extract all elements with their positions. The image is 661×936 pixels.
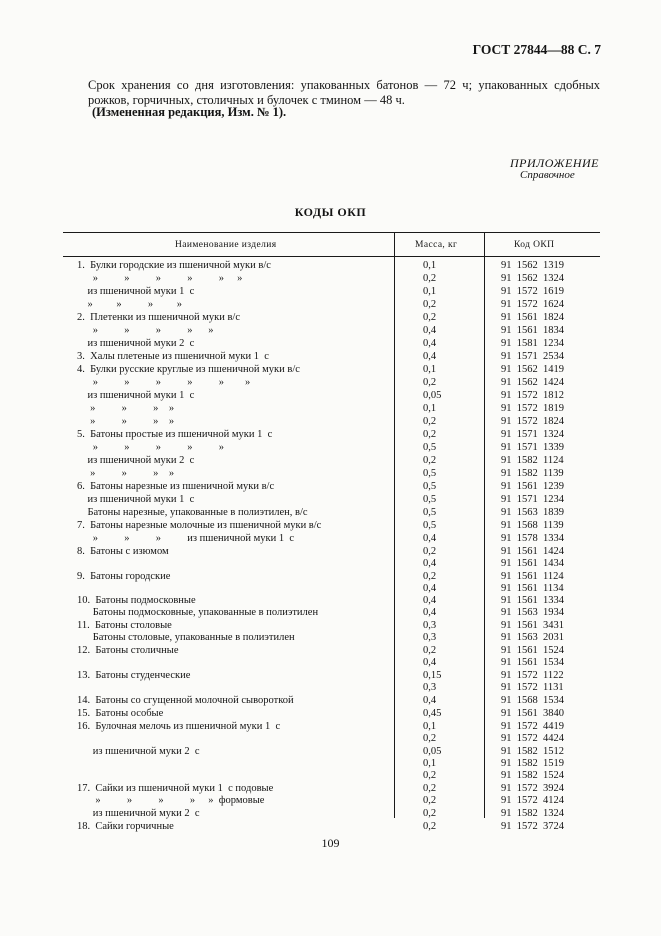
mass-cell: 0,3 — [423, 632, 437, 643]
product-name-cell: из пшеничной муки 2 с — [77, 808, 200, 819]
table-row — [63, 298, 600, 311]
table-row — [63, 493, 600, 506]
okp-code-cell: 91 1561 1534 — [501, 657, 564, 668]
product-name-cell: Батоны столовые, упакованные в полиэтилен — [77, 632, 295, 643]
okp-code-cell: 91 1571 1324 — [501, 429, 564, 440]
mass-cell: 0,4 — [423, 657, 437, 668]
mass-cell: 0,3 — [423, 620, 437, 631]
okp-code-cell: 91 1582 1512 — [501, 746, 564, 757]
okp-code-cell: 91 1568 1534 — [501, 695, 564, 706]
mass-cell: 0,2 — [423, 770, 437, 781]
mass-cell: 0,2 — [423, 808, 437, 819]
table-row — [63, 769, 600, 782]
okp-code-cell: 91 1561 1134 — [501, 583, 564, 594]
okp-code-cell: 91 1572 1619 — [501, 286, 564, 297]
mass-cell: 0,4 — [423, 607, 437, 618]
mass-cell: 0,5 — [423, 468, 437, 479]
product-name-cell: Батоны подмосковные, упакованные в полиэтилен — [77, 607, 319, 618]
mass-cell: 0,2 — [423, 312, 437, 323]
table-row — [63, 506, 600, 519]
table-top-border — [63, 232, 600, 233]
product-name-cell: из пшеничной муки 2 с — [77, 338, 195, 349]
table-row — [63, 272, 600, 285]
product-name-cell: из пшеничной муки 1 с — [77, 494, 195, 505]
document-header: ГОСТ 27844—88 С. 7 — [472, 42, 601, 57]
okp-codes-table — [63, 232, 600, 832]
mass-cell: 0,1 — [423, 260, 437, 271]
okp-code-cell: 91 1581 1234 — [501, 338, 564, 349]
mass-cell: 0,2 — [423, 377, 437, 388]
okp-code-cell: 91 1578 1334 — [501, 533, 564, 544]
table-row — [63, 794, 600, 807]
mass-cell: 0,45 — [423, 708, 442, 719]
product-name-cell: 1. Булки городские из пшеничной муки в/с — [77, 260, 271, 271]
table-row — [63, 259, 600, 272]
storage-paragraph: Срок хранения со дня изготовления: упакованных батонов — 72 ч; упакованных сдобных рожков, горчичных, столичных и булочек с тмином — 48 ч. — [88, 78, 600, 107]
table-row — [63, 376, 600, 389]
product-name-cell: 2. Плетенки из пшеничной муки в/с — [77, 312, 240, 323]
product-name-cell: из пшеничной муки 2 с — [77, 455, 195, 466]
mass-cell: 0,15 — [423, 670, 442, 681]
table-row — [63, 656, 600, 669]
okp-code-cell: 91 1572 1812 — [501, 390, 564, 401]
product-name-cell: из пшеничной муки 1 с — [77, 390, 195, 401]
product-name-cell: » » » » — [77, 299, 182, 310]
mass-cell: 0,2 — [423, 273, 437, 284]
okp-code-cell: 91 1572 4124 — [501, 795, 564, 806]
page-number: 109 — [321, 836, 340, 850]
table-row — [63, 681, 600, 694]
okp-code-cell: 91 1561 1334 — [501, 595, 564, 606]
amendment-note: (Измененная редакция, Изм. № 1). — [92, 105, 287, 119]
product-name-cell: » » » из пшеничной муки 1 с — [77, 533, 295, 544]
okp-code-cell: 91 1582 1524 — [501, 770, 564, 781]
okp-code-cell: 91 1561 1824 — [501, 312, 564, 323]
product-name-cell: 12. Батоны столичные — [77, 645, 179, 656]
mass-cell: 0,2 — [423, 571, 437, 582]
mass-cell: 0,2 — [423, 645, 437, 656]
table-row — [63, 402, 600, 415]
mass-cell: 0,5 — [423, 481, 437, 492]
mass-cell: 0,2 — [423, 299, 437, 310]
okp-code-cell: 91 1572 3924 — [501, 783, 564, 794]
table-row — [63, 428, 600, 441]
okp-code-cell: 91 1561 1124 — [501, 571, 564, 582]
product-name-cell: 18. Сайки горчичные — [77, 821, 174, 832]
table-row — [63, 732, 600, 745]
okp-code-cell: 91 1572 4419 — [501, 721, 564, 732]
product-name-cell: » » » » — [77, 468, 175, 479]
mass-cell: 0,4 — [423, 338, 437, 349]
table-row — [63, 415, 600, 428]
product-name-cell: 6. Батоны нарезные из пшеничной муки в/с — [77, 481, 275, 492]
mass-cell: 0,2 — [423, 455, 437, 466]
table-row — [63, 694, 600, 707]
table-row — [63, 324, 600, 337]
mass-cell: 0,4 — [423, 695, 437, 706]
okp-code-cell: 91 1561 3431 — [501, 620, 564, 631]
okp-code-cell: 91 1561 3840 — [501, 708, 564, 719]
product-name-cell: » » » » — [77, 416, 175, 427]
mass-cell: 0,5 — [423, 520, 437, 531]
okp-code-cell: 91 1582 1519 — [501, 758, 564, 769]
product-name-cell: 10. Батоны подмосковные — [77, 595, 196, 606]
okp-code-cell: 91 1562 1419 — [501, 364, 564, 375]
table-row — [63, 467, 600, 480]
okp-code-cell: 91 1562 1324 — [501, 273, 564, 284]
table-row — [63, 519, 600, 532]
product-name-cell: 17. Сайки из пшеничной муки 1 с подовые — [77, 783, 274, 794]
okp-code-cell: 91 1571 2534 — [501, 351, 564, 362]
okp-code-cell: 91 1572 1624 — [501, 299, 564, 310]
mass-cell: 0,4 — [423, 595, 437, 606]
product-name-cell: » » » » » — [77, 325, 214, 336]
table-row — [63, 311, 600, 324]
okp-code-cell: 91 1561 1524 — [501, 645, 564, 656]
table-row — [63, 350, 600, 363]
product-name-cell: 9. Батоны городские — [77, 571, 171, 582]
table-header-border — [63, 256, 600, 257]
mass-cell: 0,1 — [423, 364, 437, 375]
table-row — [63, 820, 600, 833]
mass-cell: 0,2 — [423, 429, 437, 440]
mass-cell: 0,2 — [423, 733, 437, 744]
table-row — [63, 363, 600, 376]
mass-cell: 0,2 — [423, 546, 437, 557]
table-row — [63, 337, 600, 350]
product-name-cell: 3. Халы плетеные из пшеничной муки 1 с — [77, 351, 269, 362]
reference-label: Справочное — [520, 169, 575, 181]
table-row — [63, 285, 600, 298]
mass-cell: 0,1 — [423, 286, 437, 297]
product-name-cell: 7. Батоны нарезные молочные из пшеничной муки в/с — [77, 520, 322, 531]
mass-cell: 0,4 — [423, 351, 437, 362]
product-name-cell: » » » » » » — [77, 273, 243, 284]
product-name-cell: 15. Батоны особые — [77, 708, 164, 719]
product-name-cell: » » » » » » — [77, 377, 251, 388]
table-row — [63, 532, 600, 545]
okp-code-cell: 91 1563 2031 — [501, 632, 564, 643]
mass-cell: 0,4 — [423, 533, 437, 544]
okp-code-cell: 91 1562 1319 — [501, 260, 564, 271]
mass-cell: 0,05 — [423, 746, 442, 757]
okp-code-cell: 91 1572 1819 — [501, 403, 564, 414]
product-name-cell: Батоны нарезные, упакованные в полиэтилен, в/с — [77, 507, 308, 518]
table-row — [63, 807, 600, 820]
okp-code-cell: 91 1563 1934 — [501, 607, 564, 618]
product-name-cell: 4. Булки русские круглые из пшеничной муки в/с — [77, 364, 300, 375]
product-name-cell: » » » » » — [77, 442, 224, 453]
table-row — [63, 389, 600, 402]
mass-cell: 0,5 — [423, 494, 437, 505]
mass-cell: 0,2 — [423, 783, 437, 794]
okp-code-cell: 91 1571 1234 — [501, 494, 564, 505]
okp-code-cell: 91 1562 1424 — [501, 377, 564, 388]
table-row — [63, 441, 600, 454]
column-header-name: Наименование изделия — [175, 240, 277, 250]
product-name-cell: из пшеничной муки 2 с — [77, 746, 200, 757]
okp-code-cell: 91 1572 3724 — [501, 821, 564, 832]
appendix-label: ПРИЛОЖЕНИЕ — [510, 156, 599, 170]
table-row — [63, 606, 600, 619]
okp-code-cell: 91 1572 4424 — [501, 733, 564, 744]
mass-cell: 0,05 — [423, 390, 442, 401]
product-name-cell: 8. Батоны с изюмом — [77, 546, 169, 557]
mass-cell: 0,4 — [423, 558, 437, 569]
mass-cell: 0,3 — [423, 682, 437, 693]
product-name-cell: 5. Батоны простые из пшеничной муки 1 с — [77, 429, 273, 440]
table-row — [63, 631, 600, 644]
table-row — [63, 454, 600, 467]
okp-code-cell: 91 1582 1324 — [501, 808, 564, 819]
okp-code-cell: 91 1571 1339 — [501, 442, 564, 453]
okp-code-cell: 91 1582 1139 — [501, 468, 564, 479]
column-header-code: Код ОКП — [514, 240, 555, 250]
okp-code-cell: 91 1563 1839 — [501, 507, 564, 518]
mass-cell: 0,5 — [423, 442, 437, 453]
mass-cell: 0,2 — [423, 795, 437, 806]
okp-code-cell: 91 1561 1239 — [501, 481, 564, 492]
okp-code-cell: 91 1561 1434 — [501, 558, 564, 569]
mass-cell: 0,4 — [423, 325, 437, 336]
okp-code-cell: 91 1568 1139 — [501, 520, 564, 531]
product-name-cell: » » » » — [77, 403, 175, 414]
table-row — [63, 557, 600, 570]
product-name-cell: 14. Батоны со сгущенной молочной сывороткой — [77, 695, 294, 706]
mass-cell: 0,1 — [423, 403, 437, 414]
mass-cell: 0,1 — [423, 758, 437, 769]
table-row — [63, 480, 600, 493]
table-row — [63, 707, 600, 720]
column-header-mass: Масса, кг — [415, 240, 458, 250]
product-name-cell: 13. Батоны студенческие — [77, 670, 191, 681]
okp-code-cell: 91 1561 1834 — [501, 325, 564, 336]
table-title: КОДЫ ОКП — [294, 205, 367, 219]
product-name-cell: из пшеничной муки 1 с — [77, 286, 195, 297]
mass-cell: 0,1 — [423, 721, 437, 732]
product-name-cell: 16. Булочная мелочь из пшеничной муки 1 с — [77, 721, 281, 732]
okp-code-cell: 91 1561 1424 — [501, 546, 564, 557]
mass-cell: 0,4 — [423, 583, 437, 594]
okp-code-cell: 91 1572 1131 — [501, 682, 564, 693]
okp-code-cell: 91 1572 1824 — [501, 416, 564, 427]
okp-code-cell: 91 1582 1124 — [501, 455, 564, 466]
mass-cell: 0,2 — [423, 416, 437, 427]
product-name-cell: » » » » » формовые — [77, 795, 265, 806]
okp-code-cell: 91 1572 1122 — [501, 670, 564, 681]
mass-cell: 0,5 — [423, 507, 437, 518]
product-name-cell: 11. Батоны столовые — [77, 620, 172, 631]
mass-cell: 0,2 — [423, 821, 437, 832]
